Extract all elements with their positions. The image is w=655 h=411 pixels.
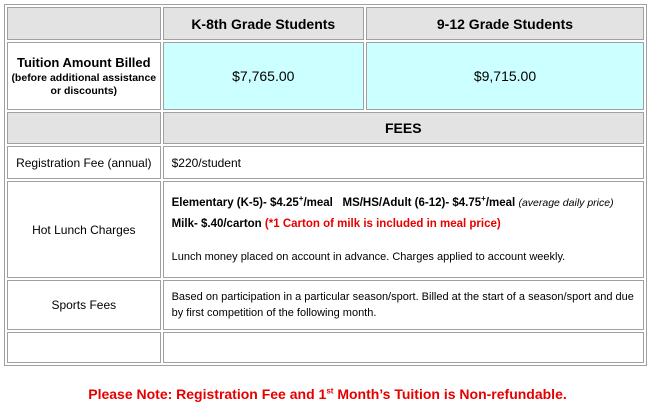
refund-note-sup: st: [326, 386, 334, 396]
empty-value-cell: [163, 332, 644, 363]
refund-note: [0, 386, 655, 402]
tuition-label-cell: [7, 42, 161, 110]
header-corner-cell: [7, 7, 161, 40]
tuition-fees-table: [4, 4, 647, 366]
lunch-ms-sup: +: [481, 194, 486, 204]
lunch-elementary-sup: +: [298, 194, 304, 204]
refund-note-suffix: Month’s Tuition is Non-refundable.: [333, 386, 567, 402]
tuition-9-12-value: $9,715.00: [366, 42, 644, 110]
registration-row: [7, 146, 644, 179]
empty-row: [7, 332, 644, 363]
tuition-sublabel: (before additional assistance or discounts): [11, 71, 157, 97]
lunch-elementary-unit: /meal: [303, 197, 333, 209]
registration-value: $220/student: [163, 146, 644, 179]
lunch-elementary-price: Elementary (K-5)- $4.25: [171, 197, 299, 209]
sports-label: Sports Fees: [7, 280, 161, 330]
header-9-12: 9-12 Grade Students: [366, 7, 644, 40]
lunch-label: Hot Lunch Charges: [7, 181, 161, 278]
sports-row: [7, 280, 644, 330]
registration-label: Registration Fee (annual): [7, 146, 161, 179]
tuition-row: [7, 42, 644, 110]
lunch-ms-unit: /meal: [485, 197, 516, 209]
sports-value: Based on participation in a particular season/sport. Billed at the start of a season/sport and due by first competition of the following month.: [163, 280, 644, 330]
lunch-row: [7, 181, 644, 278]
tuition-label: Tuition Amount Billed: [17, 54, 151, 70]
lunch-details: [163, 181, 644, 278]
lunch-account-note: Lunch money placed on account in advance. Charges applied to account weekly.: [171, 251, 566, 263]
tuition-k8-value: $7,765.00: [163, 42, 364, 110]
lunch-milk-line: [172, 216, 635, 232]
fees-heading-row: [7, 112, 644, 144]
header-k8: K-8th Grade Students: [163, 7, 364, 40]
refund-note-prefix: Please Note: Registration Fee and 1: [88, 386, 327, 402]
lunch-milk-price: Milk- $.40/carton: [171, 218, 262, 230]
lunch-average-note: (average daily price): [518, 197, 614, 209]
header-row: [7, 7, 644, 40]
fees-heading: FEES: [163, 112, 644, 144]
lunch-prices-line: [172, 195, 635, 211]
lunch-milk-note: (*1 Carton of milk is included in meal price): [264, 218, 501, 230]
lunch-ms-price: MS/HS/Adult (6-12)- $4.75: [342, 197, 482, 209]
empty-label-cell: [7, 332, 161, 363]
fees-heading-spacer: [7, 112, 161, 144]
